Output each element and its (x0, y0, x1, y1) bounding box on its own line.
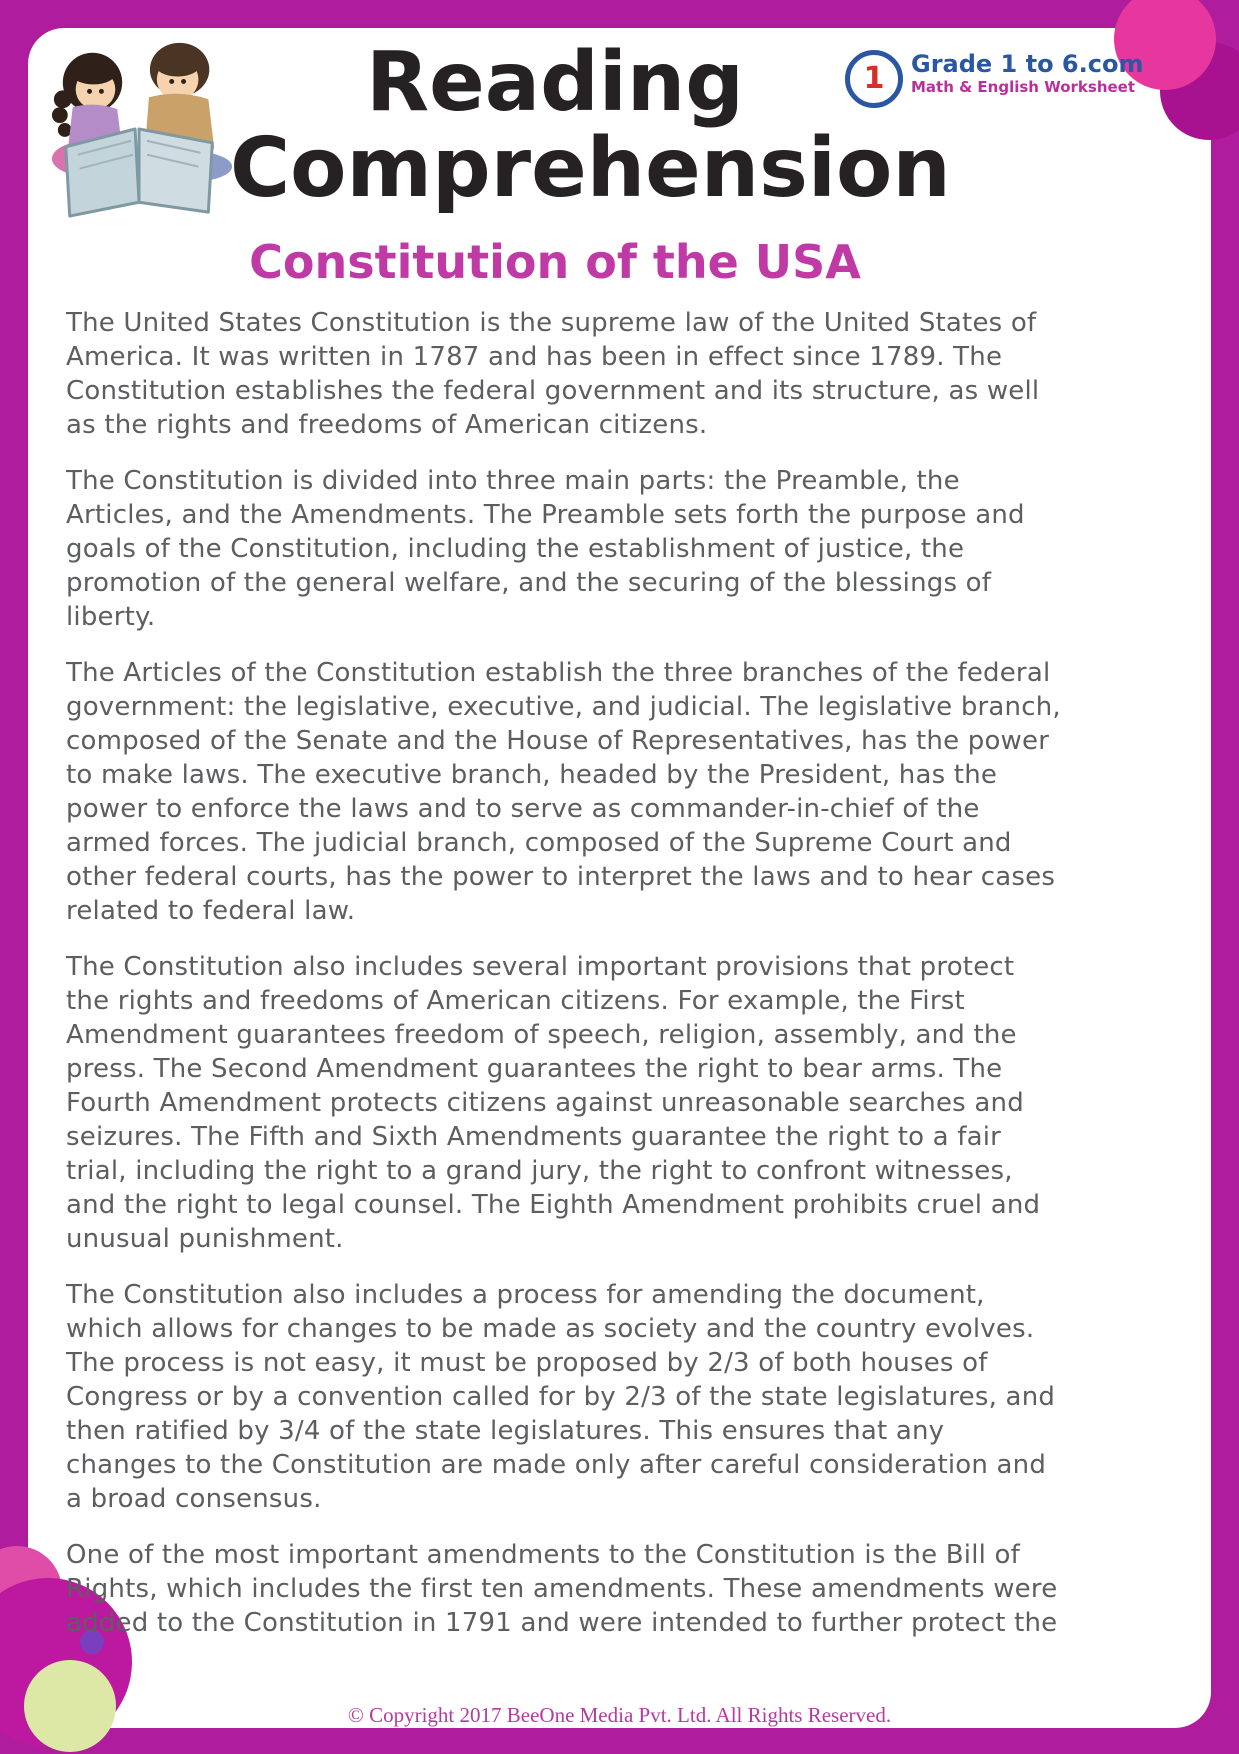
grade-logo-icon (845, 50, 903, 108)
passage (66, 306, 1061, 1662)
passage-paragraph: The Constitution is divided into three main parts: the Preamble, the Articles, and the Amendments. The Preamble sets forth the purpose and goals of the Constitution, including the establishment of justice, the promotion of the general welfare, and the securing of the blessings of liberty. (66, 466, 1025, 632)
passage-paragraph: The Constitution also includes several important provisions that protect the rights and freedoms of American citizens. For example, the First Amendment guarantees freedom of speech, religion, assembly, and the press. The Second Amendment guarantees the right to bear arms. The Fourth Amendment protects citizens against unreasonable searches and seizures. The Fifth and Sixth Amendments guarantee the right to a fair trial, including the right to a grand jury, the right to confront witnesses, and the right to legal counsel. The Eighth Amendment prohibits cruel and unusual punishment. (66, 952, 1041, 1254)
footer-copyright: © Copyright 2017 BeeOne Media Pvt. Ltd. All Rights Reserved. (347, 1703, 892, 1727)
grade-logo-tagline: Math & English Worksheet (911, 78, 1136, 96)
passage-paragraph: The United States Constitution is the supreme law of the United States of America. It was written in 1787 and has been in effect since 1789. The Constitution establishes the federal government and its structure, as well as the rights and freedoms of American citizens. (66, 308, 1040, 440)
kids-reading-svg (38, 28, 246, 226)
passage-paragraph: The Constitution also includes a process for amending the document, which allows for changes to be made as society and the country evolves. The process is not easy, it must be proposed by 2/3 of both houses of Congress or by a convention called for by 2/3 of the state legislatures, and then ratified by 3/4 of the state legislatures. This ensures that any changes to the Constitution are made only after careful consideration and a broad consensus. (66, 1280, 1056, 1514)
grade-logo (845, 50, 1143, 108)
page-title-line-1: Reading (366, 35, 744, 130)
grade-logo-site: Grade 1 to 6.com (911, 50, 1144, 78)
page-title-line-2: Comprehension (230, 121, 951, 216)
page-title (230, 35, 951, 216)
passage-subtitle: Constitution of the USA (249, 235, 861, 289)
grade-logo-icon-text: 1 (863, 61, 885, 96)
passage-paragraph: The Articles of the Constitution establish the three branches of the federal government: the legislative, executive, and judicial. The legislative branch, composed of the Senate and the House of Representatives, has the power to make laws. The executive branch, headed by the President, has the power to enforce the laws and to serve as commander-in-chief of the armed forces. The judicial branch, composed of the Supreme Court and other federal courts, has the power to interpret the laws and to hear cases related to federal law. (66, 658, 1061, 926)
kids-reading-illustration (38, 28, 246, 230)
passage-paragraph: One of the most important amendments to the Constitution is the Bill of Rights, which includes the first ten amendments. These amendments were added to the Constitution in 1791 and were intended to further protect the (66, 1540, 1058, 1638)
grade-logo-text (911, 50, 1143, 97)
